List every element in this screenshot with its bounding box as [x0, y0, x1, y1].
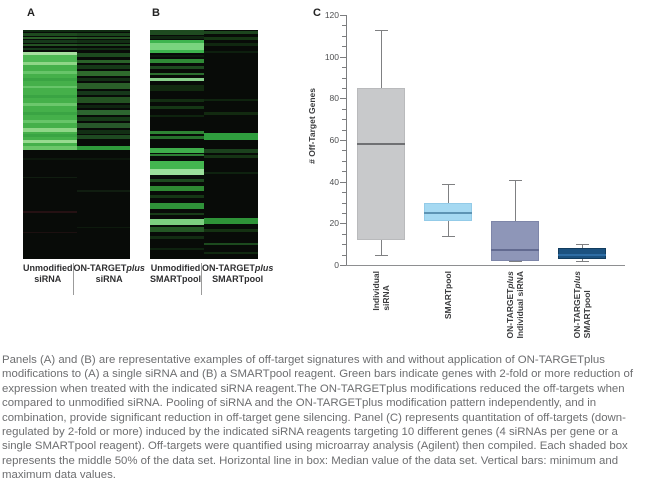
- label-line: SMARTpool: [212, 273, 264, 284]
- box: [357, 88, 405, 240]
- label-line: siRNA: [95, 273, 123, 284]
- x-tick-label: [361, 271, 401, 311]
- box-whisker-cap-min: [375, 255, 388, 256]
- panel-b-label: B: [152, 7, 160, 19]
- y-tick-label: 80: [329, 93, 339, 104]
- y-tick-label: 100: [324, 51, 339, 62]
- box-whisker-cap-max: [375, 30, 388, 31]
- x-tick-label: [562, 271, 602, 338]
- box-whisker-cap-max: [509, 180, 522, 181]
- x-tick-label: [495, 271, 535, 339]
- y-axis-label: # Off-Target Genes: [307, 88, 317, 164]
- y-tick-label: 40: [329, 176, 339, 187]
- box-median: [357, 143, 405, 145]
- box-whisker-cap-max: [576, 244, 589, 245]
- x-tick-label-text: ON-TARGETplus Individual siRNA: [505, 271, 525, 339]
- box-whisker-cap-min: [442, 236, 455, 237]
- y-tick-label: 0: [334, 260, 339, 270]
- y-axis: [346, 15, 347, 266]
- label-line: ON-TARGETplus: [73, 263, 145, 273]
- box-whisker-cap-min: [509, 261, 522, 262]
- box-median: [491, 249, 539, 251]
- box: [491, 221, 539, 261]
- figure-caption: Panels (A) and (B) are representative examples of off-target signatures with and without application of ON-TARGETplus modifications to (A) a single siRNA and (B) a SMARTpool reagent. Green bars indicate genes with 2-fold or more reduction of expression when treated with the indicated siRNA reagent.The ON-TARGETplus modifications reduced the off-targets when compared to unmodified siRNA. Pooling of siRNA and the ON-TARGETplus modification pattern independently, and in combination, provide significant reduction in off-target gene silencing. Panel (C) represents quantitation of off-targets (down-regulated by 2-fold or more) induced by the indicated siRNA reagents targeting 10 different genes (4 siRNAs per gene or a single SMARTpool reagent). Off-targets were quantified using microarray analysis (Agilent) then compiled. Each shaded box represents the middle 50% of the data set. Horizontal line in box: Median value of the data set. Vertical bars: minimum and maximum data values.: [2, 354, 634, 482]
- y-tick-label: 20: [329, 218, 339, 229]
- box-whisker-cap-min: [576, 261, 589, 262]
- label-line: SMARTpool: [150, 273, 201, 284]
- box-median: [558, 254, 606, 256]
- box-median: [424, 212, 472, 214]
- x-tick-label-text: ON-TARGETplus SMARTpool: [572, 271, 592, 339]
- x-tick-label: [428, 271, 468, 319]
- panel-a-label: A: [27, 7, 35, 19]
- x-axis: [346, 265, 625, 266]
- label-line: Unmodified: [23, 263, 73, 273]
- y-tick-label: 120: [324, 10, 339, 20]
- label-line: siRNA: [34, 273, 62, 284]
- box-whisker-cap-max: [442, 184, 455, 185]
- y-tick-label: 60: [329, 135, 339, 145]
- x-tick-label-text: Individual siRNA: [371, 271, 391, 311]
- x-tick-label-text: SMARTpool: [443, 271, 453, 320]
- label-line: Unmodified: [150, 263, 201, 273]
- panel-c-label: C: [313, 7, 321, 19]
- label-line: ON-TARGETplus: [202, 263, 274, 273]
